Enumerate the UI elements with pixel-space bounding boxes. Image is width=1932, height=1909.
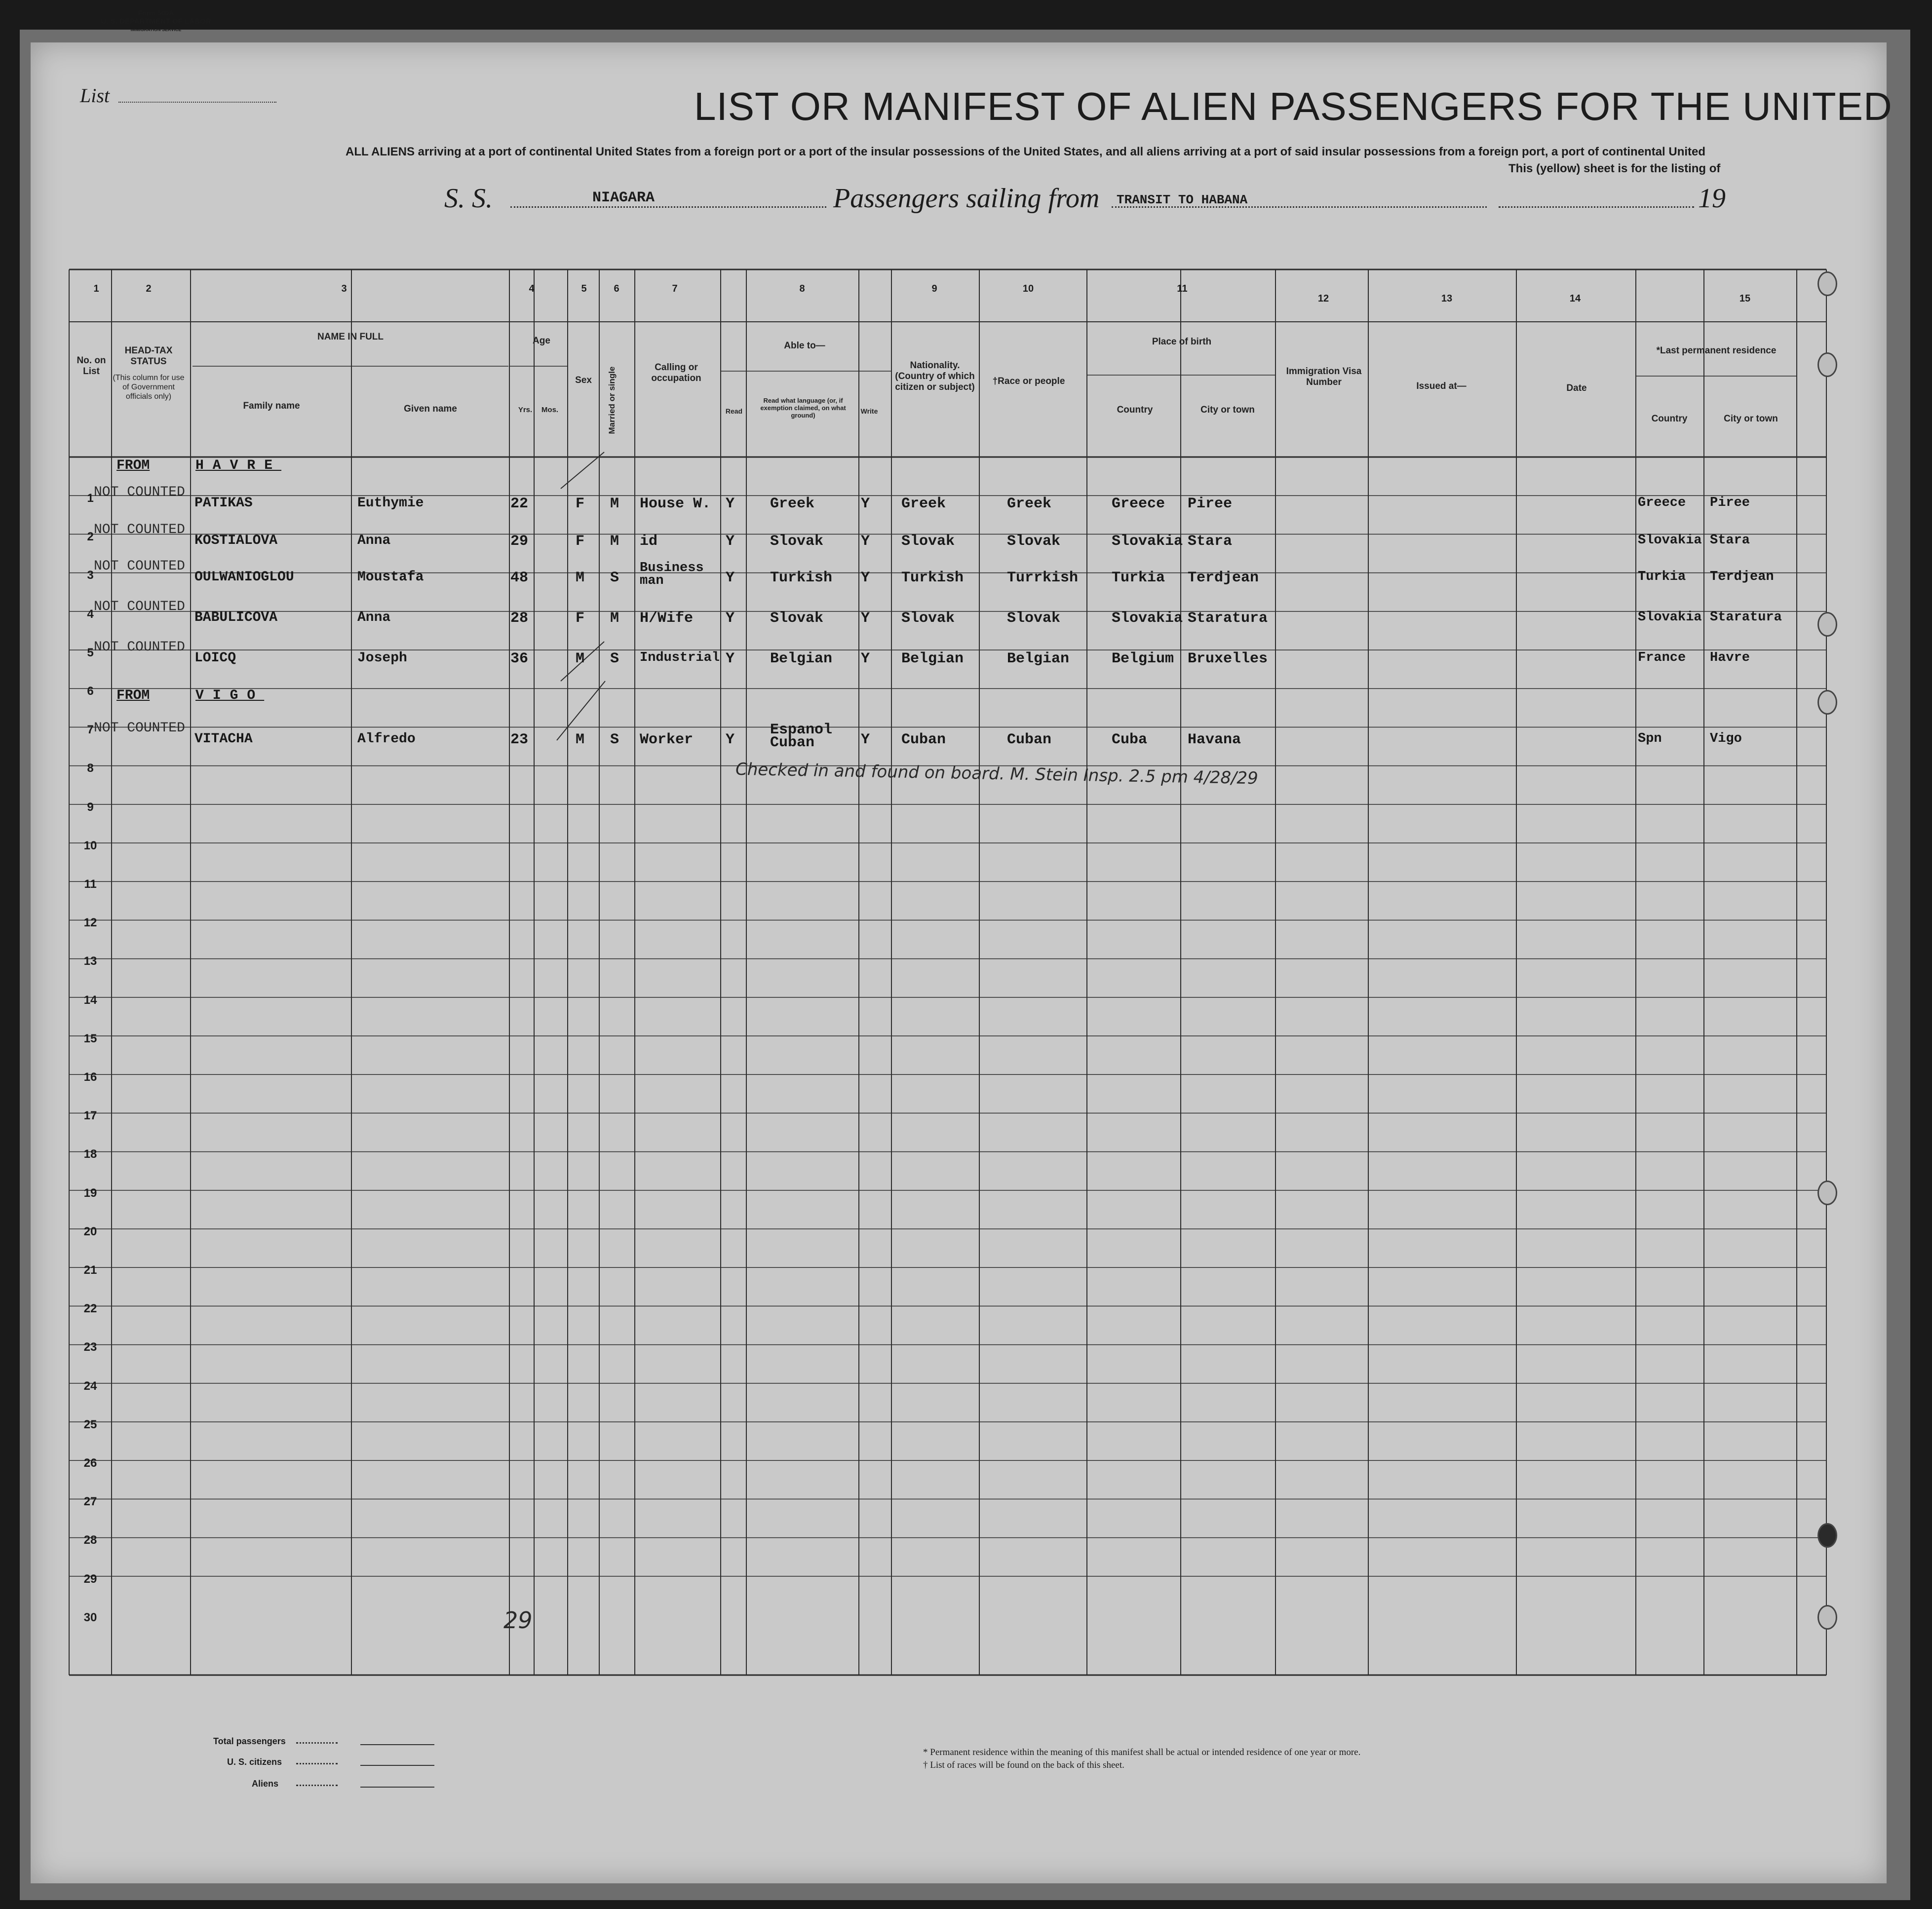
- passenger-write: Y: [861, 533, 870, 550]
- passenger-sex: M: [576, 731, 585, 748]
- passenger-marital: S: [610, 731, 619, 748]
- col-number-8: 8: [799, 283, 805, 294]
- row-number: 13: [83, 954, 97, 968]
- passenger-race: Slovak: [1007, 610, 1061, 627]
- row-number: 14: [83, 993, 97, 1007]
- passenger-res-country: Spn: [1638, 731, 1662, 746]
- passenger-marital: M: [610, 496, 619, 512]
- binder-hole: [1817, 690, 1837, 715]
- header-head-tax: HEAD-TAX STATUS: [124, 345, 173, 367]
- header-visa-number: Immigration Visa Number: [1286, 366, 1362, 387]
- passenger-language: Belgian: [770, 650, 833, 667]
- passenger-age: 28: [510, 610, 529, 627]
- row-number: 29: [83, 1572, 97, 1586]
- passenger-write: Y: [861, 731, 870, 748]
- passenger-age: 36: [510, 650, 529, 667]
- passenger-read: Y: [726, 650, 735, 667]
- passenger-write: Y: [861, 570, 870, 586]
- passenger-birth-country: Belgium: [1112, 650, 1174, 667]
- passenger-given: Anna: [357, 533, 391, 548]
- header-name-in-full: NAME IN FULL: [317, 332, 384, 342]
- passenger-nationality: Cuban: [901, 731, 946, 748]
- row-number: 21: [83, 1263, 97, 1277]
- sailing-port: TRANSIT TO HABANA: [1117, 192, 1248, 207]
- passenger-birth-country: Slovakia: [1112, 610, 1183, 627]
- passenger-birth-city: Terdjean: [1188, 570, 1259, 586]
- row-number: 10: [83, 839, 97, 852]
- passenger-res-city: Terdjean: [1710, 570, 1774, 584]
- row-number: 5: [87, 646, 94, 659]
- passenger-birth-city: Stara: [1188, 533, 1233, 550]
- row-number: 16: [83, 1070, 97, 1084]
- passenger-nationality: Belgian: [901, 650, 964, 667]
- page-title: LIST OR MANIFEST OF ALIEN PASSENGERS FOR THE UNITED: [694, 84, 1893, 128]
- row-number: 8: [87, 762, 94, 775]
- passenger-occupation: id: [640, 533, 658, 550]
- header-res-city: City or town: [1724, 414, 1778, 424]
- passenger-given: Anna: [357, 610, 391, 625]
- head-tax-status: NOT COUNTED: [94, 485, 185, 500]
- section-place-vigo: VIGO: [195, 688, 265, 703]
- passenger-age: 22: [510, 496, 529, 512]
- header-issued-at: Issued at—: [1416, 381, 1467, 391]
- row-number: 1: [87, 492, 94, 505]
- passenger-occupation: Worker: [640, 731, 694, 748]
- passenger-res-country: Slovakia: [1638, 533, 1702, 548]
- head-tax-status: NOT COUNTED: [94, 640, 185, 655]
- passenger-nationality: Turkish: [901, 570, 964, 586]
- row-number: 6: [87, 685, 94, 698]
- passenger-family: KOSTIALOVA: [194, 533, 278, 548]
- row-number: 7: [87, 723, 94, 737]
- section-place-havre: HAVRE: [195, 458, 282, 473]
- passenger-read: Y: [726, 533, 735, 550]
- footnote-residence: * Permanent residence within the meaning of this manifest shall be actual or intended residence of one year or more.: [923, 1747, 1361, 1757]
- footer-dots-3: [296, 1785, 338, 1786]
- passenger-family: OULWANIOGLOU: [194, 570, 294, 585]
- header-sex: Sex: [575, 375, 592, 385]
- head-tax-status: NOT COUNTED: [94, 599, 185, 614]
- section-label-vigo: FROM: [116, 688, 150, 703]
- passenger-birth-country: Turkia: [1112, 570, 1165, 586]
- form-number: Form 500A: [138, 9, 174, 17]
- header-last-residence: *Last permanent residence: [1656, 345, 1777, 356]
- passenger-read: Y: [726, 570, 735, 586]
- footer-us-citizens: U. S. citizens: [227, 1757, 282, 1767]
- page-tally: 29: [503, 1607, 533, 1634]
- passenger-race: Slovak: [1007, 533, 1061, 550]
- passenger-given: Alfredo: [357, 731, 416, 747]
- row-number: 23: [83, 1340, 97, 1354]
- col-number-9: 9: [931, 283, 937, 294]
- row-number: 28: [83, 1533, 97, 1547]
- head-tax-status: NOT COUNTED: [94, 721, 185, 736]
- passenger-read: Y: [726, 496, 735, 512]
- col-number-15: 15: [1739, 293, 1751, 304]
- passenger-res-city: Staratura: [1710, 610, 1782, 625]
- row-number: 4: [87, 607, 94, 621]
- header-race: †Race or people: [992, 376, 1065, 386]
- passenger-language: Espanol Cuban: [770, 722, 833, 751]
- row-number: 3: [87, 569, 94, 582]
- footer-dots-1: [296, 1742, 338, 1744]
- ship-name: NIAGARA: [592, 190, 655, 206]
- footer-blank-3: [360, 1787, 434, 1788]
- col-number-1: 1: [93, 283, 99, 294]
- col-number-7: 7: [672, 283, 678, 294]
- passenger-nationality: Slovak: [901, 533, 955, 550]
- passenger-age: 29: [510, 533, 529, 550]
- passenger-birth-city: Piree: [1188, 496, 1233, 512]
- passenger-marital: S: [610, 650, 619, 667]
- row-number: 24: [83, 1379, 97, 1393]
- header-head-tax-note: (This column for use of Government officials only): [113, 374, 185, 401]
- footer-blank-1: [360, 1744, 434, 1745]
- ship-label: S. S.: [444, 183, 493, 214]
- passenger-nationality: Slovak: [901, 610, 955, 627]
- service-name: IMMIGRATION SERVICE: [130, 27, 182, 32]
- passenger-res-city: Vigo: [1710, 731, 1742, 746]
- section-label-havre: FROM: [116, 458, 150, 473]
- header-res-country: Country: [1651, 414, 1688, 424]
- col-number-3: 3: [341, 283, 347, 294]
- row-number: 17: [83, 1109, 97, 1123]
- row-number: 9: [87, 800, 94, 814]
- passenger-language: Slovak: [770, 610, 824, 627]
- passenger-res-city: Havre: [1710, 650, 1750, 665]
- passenger-occupation: Business man: [640, 561, 704, 588]
- header-age: Age: [533, 336, 550, 346]
- instructions-line-2: This (yellow) sheet is for the listing of: [1508, 162, 1721, 175]
- passenger-given: Moustafa: [357, 570, 424, 585]
- passenger-birth-country: Slovakia: [1112, 533, 1183, 550]
- row-number: 30: [83, 1610, 97, 1624]
- passenger-write: Y: [861, 650, 870, 667]
- passenger-occupation: H/Wife: [640, 610, 694, 627]
- header-date: Date: [1566, 383, 1587, 393]
- row-number: 27: [83, 1495, 97, 1509]
- passenger-family: VITACHA: [194, 731, 253, 747]
- passenger-birth-country: Greece: [1112, 496, 1165, 512]
- passenger-family: BABULICOVA: [194, 610, 278, 625]
- instructions-line-1: ALL ALIENS arriving at a port of continental United States from a foreign port or a port of the insular possessions of the United States, and all aliens arriving at a port of said insular possessions from a foreign port, a port of continental United: [346, 145, 1706, 158]
- row-number: 18: [83, 1147, 97, 1161]
- col-number-14: 14: [1569, 293, 1581, 304]
- passenger-language: Turkish: [770, 570, 833, 586]
- year-label: 19: [1698, 183, 1726, 214]
- row-number: 11: [84, 878, 97, 891]
- passenger-read: Y: [726, 731, 735, 748]
- passenger-marital: S: [610, 570, 619, 586]
- passenger-birth-city: Staratura: [1188, 610, 1268, 627]
- col-number-11: 11: [1177, 283, 1188, 294]
- row-number: 25: [83, 1417, 97, 1431]
- passenger-birth-city: Havana: [1188, 731, 1241, 748]
- passenger-res-country: Greece: [1638, 496, 1686, 510]
- passenger-given: Joseph: [357, 650, 407, 666]
- passenger-language: Slovak: [770, 533, 824, 550]
- passenger-sex: M: [576, 570, 585, 586]
- passenger-nationality: Greek: [901, 496, 946, 512]
- row-number: 15: [83, 1031, 97, 1045]
- row-number: 20: [83, 1224, 97, 1238]
- row-number: 2: [87, 530, 94, 544]
- passenger-res-country: France: [1638, 650, 1686, 665]
- header-write: Write: [860, 407, 878, 415]
- passenger-marital: M: [610, 533, 619, 550]
- passenger-age: 48: [510, 570, 529, 586]
- passenger-given: Euthymie: [357, 496, 424, 511]
- passenger-age: 23: [510, 731, 529, 748]
- binder-hole: [1817, 271, 1837, 296]
- header-no-on-list: No. on List: [77, 355, 106, 377]
- passenger-marital: M: [610, 610, 619, 627]
- row-number: 22: [83, 1302, 97, 1316]
- header-read: Read: [725, 407, 743, 415]
- col-number-5: 5: [581, 283, 587, 294]
- binder-hole: [1817, 1605, 1837, 1630]
- passenger-family: PATIKAS: [194, 496, 253, 511]
- passenger-sex: F: [576, 533, 585, 550]
- footer-aliens: Aliens: [252, 1779, 279, 1789]
- row-number: 19: [83, 1186, 97, 1200]
- passenger-sex: M: [576, 650, 585, 667]
- passenger-res-city: Piree: [1710, 496, 1750, 510]
- binder-hole: [1817, 1523, 1837, 1548]
- passenger-read: Y: [726, 610, 735, 627]
- passenger-sex: F: [576, 610, 585, 627]
- header-nationality: Nationality. (Country of which citizen or subject): [895, 360, 975, 392]
- header-calling: Calling or occupation: [651, 362, 701, 383]
- passenger-race: Greek: [1007, 496, 1052, 512]
- col-number-10: 10: [1022, 283, 1034, 294]
- passenger-family: LOICQ: [194, 650, 236, 666]
- header-birth-country: Country: [1117, 405, 1153, 415]
- header-given-name: Given name: [404, 404, 457, 414]
- passenger-birth-city: Bruxelles: [1188, 650, 1268, 667]
- sailing-from-label: Passengers sailing from: [833, 183, 1100, 214]
- passenger-write: Y: [861, 496, 870, 512]
- passenger-res-city: Stara: [1710, 533, 1750, 548]
- footer-blank-2: [360, 1765, 434, 1766]
- head-tax-status: NOT COUNTED: [94, 522, 185, 537]
- passenger-race: Cuban: [1007, 731, 1052, 748]
- department-name: U. S. DEPARTMENT OF LABOR: [101, 17, 211, 26]
- header-place-of-birth: Place of birth: [1152, 337, 1212, 347]
- header-birth-city: City or town: [1200, 405, 1255, 415]
- footer-dots-2: [296, 1763, 338, 1764]
- binder-hole: [1817, 612, 1837, 637]
- col-number-12: 12: [1317, 293, 1329, 304]
- passenger-birth-country: Cuba: [1112, 731, 1148, 748]
- passenger-write: Y: [861, 610, 870, 627]
- header-age-mos: Mos.: [541, 406, 559, 414]
- passenger-race: Turrkish: [1007, 570, 1079, 586]
- passenger-occupation: House W.: [640, 496, 711, 512]
- footnote-races: † List of races will be found on the back of this sheet.: [923, 1760, 1124, 1770]
- passenger-language: Greek: [770, 496, 815, 512]
- col-number-6: 6: [614, 283, 619, 294]
- header-read-language: Read what language (or, if exemption claimed, on what ground): [760, 397, 846, 419]
- passenger-race: Belgian: [1007, 650, 1070, 667]
- binder-hole: [1817, 352, 1837, 377]
- header-age-yrs: Yrs.: [518, 406, 533, 414]
- footer-total-passengers: Total passengers: [213, 1736, 286, 1746]
- col-number-4: 4: [529, 283, 535, 294]
- col-number-13: 13: [1441, 293, 1453, 304]
- row-number: 12: [83, 916, 97, 930]
- binder-hole: [1817, 1181, 1837, 1205]
- passenger-sex: F: [576, 496, 585, 512]
- header-married: Married or single: [607, 366, 617, 434]
- passenger-res-country: Slovakia: [1638, 610, 1702, 625]
- list-label: List: [80, 84, 110, 107]
- inspection-note: Checked in and found on board. M. Stein Insp. 2.5 pm 4/28/29: [735, 759, 1259, 789]
- passenger-occupation: Industrial: [640, 650, 720, 665]
- row-number: 26: [83, 1456, 97, 1470]
- head-tax-status: NOT COUNTED: [94, 559, 185, 574]
- col-number-2: 2: [146, 283, 152, 294]
- header-able-to: Able to—: [784, 341, 825, 351]
- header-family-name: Family name: [243, 401, 300, 411]
- passenger-res-country: Turkia: [1638, 570, 1686, 584]
